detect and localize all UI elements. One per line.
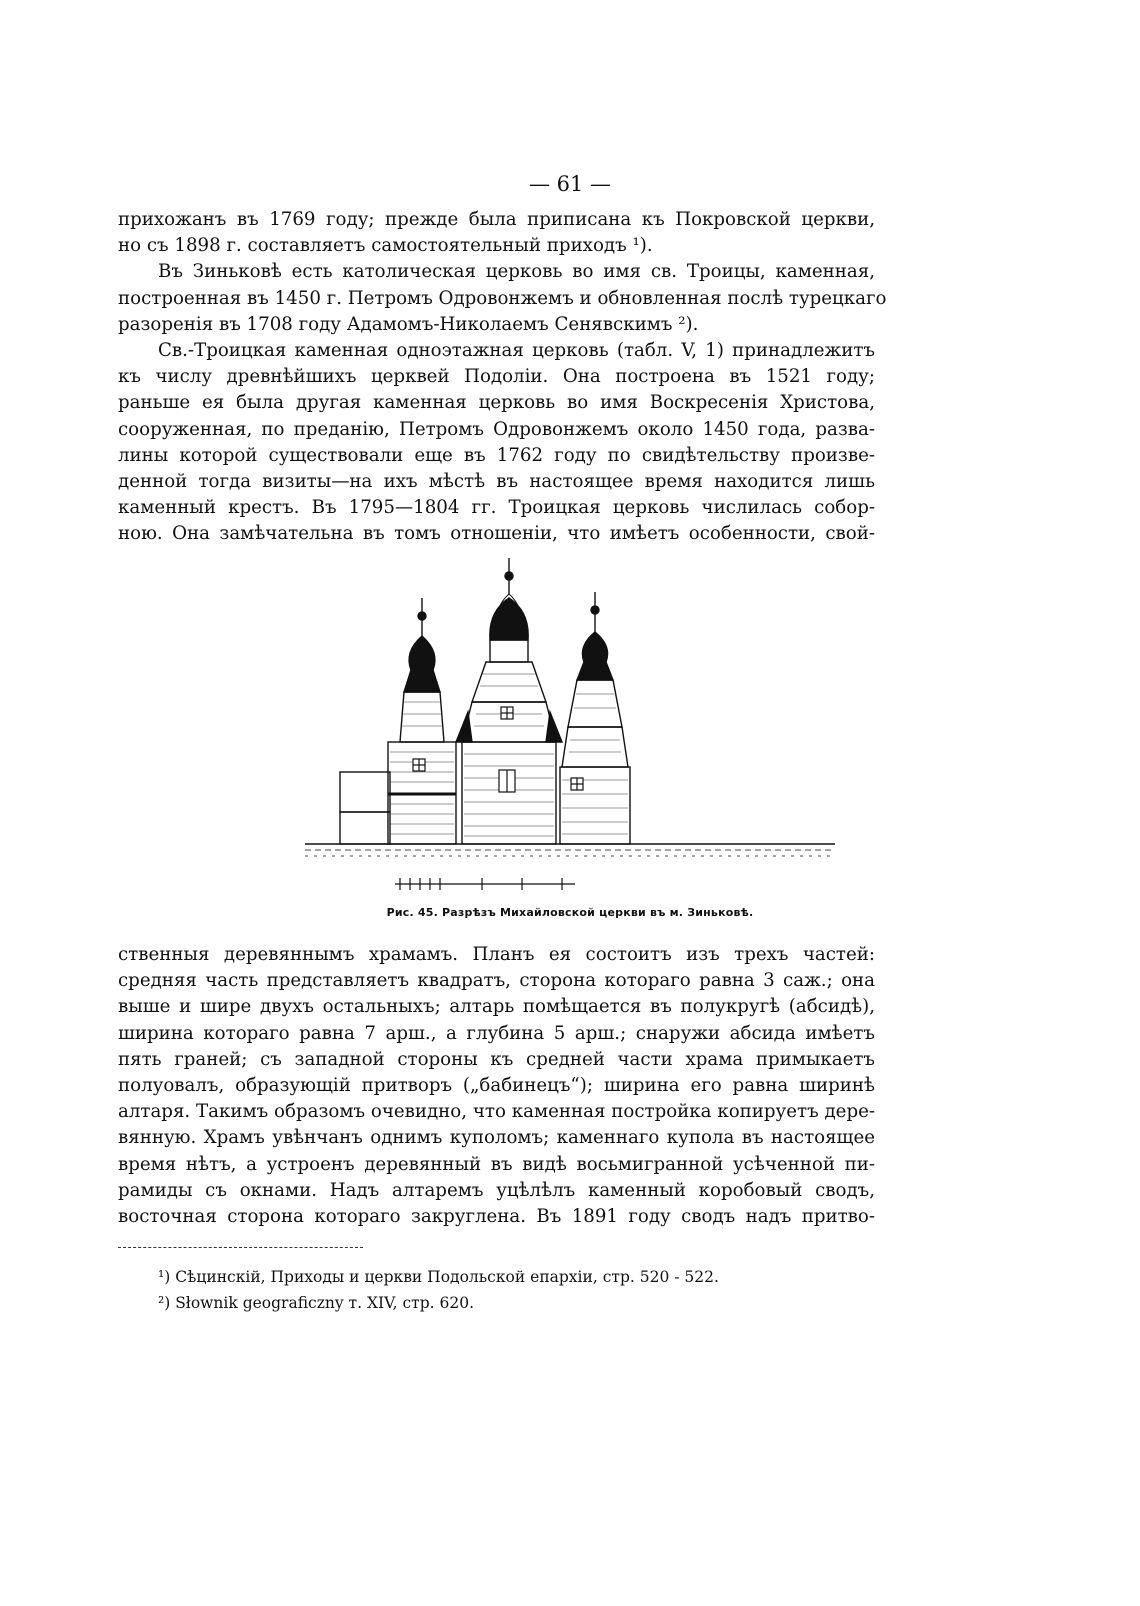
- bottom-text-block: [118, 942, 875, 1230]
- page-number: — 61 —: [528, 172, 612, 196]
- figure-caption: Рис. 45. Разрѣзъ Михайловской церкви въ м. Зиньковѣ.: [386, 906, 754, 919]
- text-line: сооруженная, по преданію, Петромъ Одровонжемъ около 1450 года, разва-: [118, 418, 875, 440]
- text-line: прихожанъ въ 1769 году; прежде была приписана къ Покровской церкви,: [118, 209, 875, 230]
- text-line: ственныя деревяннымъ храмамъ. Планъ ея состоитъ изъ трехъ частей:: [118, 944, 875, 965]
- text-line: полуовалъ, образующій притворъ („бабинецъ“); ширина его равна ширинѣ: [118, 1075, 875, 1097]
- text-line: алтаря. Такимъ образомъ очевидно, что каменная постройка копируетъ дере-: [118, 1101, 875, 1123]
- text-line: ширина котораго равна 7 арш., а глубина 5 арш.; снаружи абсида имѣетъ: [118, 1022, 875, 1044]
- text-line: рамиды съ окнами. Надъ алтаремъ уцѣлѣлъ каменный коробовый сводъ,: [118, 1179, 875, 1201]
- footnote-1: ¹) Сѣцинскій, Приходы и церкви Подольской епархіи, стр. 520 - 522.: [158, 1268, 719, 1286]
- footnote-2: ²) Słownik geograficzny т. XIV, стр. 620.: [158, 1294, 475, 1312]
- text-line: средняя часть представляетъ квадратъ, сторона котораго равна 3 саж.; она: [118, 970, 875, 992]
- text-line: вянную. Храмъ увѣнчанъ однимъ куполомъ; каменнаго купола въ настоящее: [118, 1127, 875, 1149]
- text-line: раньше ея была другая каменная церковь во имя Воскресенія Христова,: [118, 392, 875, 414]
- top-text-block: [118, 207, 887, 548]
- text-line: время нѣтъ, а устроенъ деревянный въ видѣ восьмигранной усѣченной пи-: [118, 1153, 875, 1175]
- text-line: каменный крестъ. Въ 1795—1804 гг. Троицкая церковь числилась собор-: [118, 497, 875, 519]
- text-line: Св.-Троицкая каменная одноэтажная церковь (табл. V, 1) принадлежитъ: [158, 340, 875, 362]
- text-line: но съ 1898 г. составляетъ самостоятельный приходъ ¹).: [118, 235, 653, 257]
- text-line: пять граней; съ западной стороны къ средней части храма примыкаетъ: [118, 1048, 875, 1070]
- text-line: разоренія въ 1708 году Адамомъ-Николаемъ Сенявскимъ ²).: [118, 313, 699, 335]
- church-section-drawing: [300, 552, 840, 892]
- footnotes: [158, 1264, 719, 1316]
- text-line: построенная въ 1450 г. Петромъ Одровонжемъ и обновленная послѣ турецкаго: [118, 287, 887, 309]
- text-line: выше и шире двухъ остальныхъ; алтарь помѣщается въ полукругѣ (абсидѣ),: [118, 996, 875, 1018]
- footnote-separator: [118, 1247, 363, 1248]
- text-line: денной тогда визиты—на ихъ мѣстѣ въ настоящее время находится лишь: [118, 471, 875, 493]
- text-line: къ числу древнѣйшихъ церквей Подоліи. Она построена въ 1521 году;: [118, 366, 875, 388]
- text-line: ною. Она замѣчательна въ томъ отношеніи, что имѣетъ особенности, свой-: [118, 523, 875, 545]
- text-line: восточная сторона котораго закруглена. Въ 1891 году сводъ надъ притво-: [118, 1206, 875, 1228]
- text-line: лины которой существовали еще въ 1762 году по свидѣтельству произве-: [118, 444, 875, 466]
- text-line: Въ Зиньковѣ есть католическая церковь во имя св. Троицы, каменная,: [158, 261, 875, 283]
